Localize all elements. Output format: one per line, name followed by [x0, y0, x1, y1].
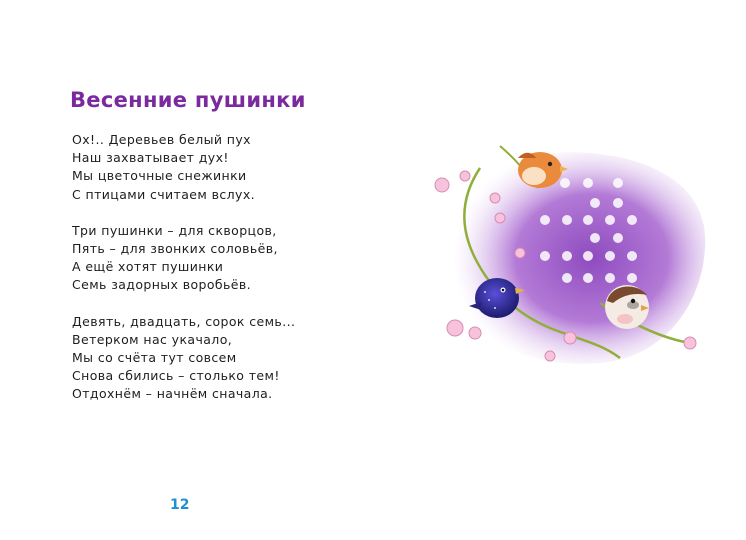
sparrow-bird [605, 285, 649, 329]
poem-line: Три пушинки – для скворцов, [72, 222, 277, 238]
stanza-1 [72, 131, 295, 204]
poem-title: Весенние пушинки [70, 88, 306, 112]
page-number: 12 [170, 497, 190, 513]
poem-line: Девять, двадцать, сорок семь... [72, 313, 296, 329]
poem-line: А ещё хотят пушинки [72, 259, 224, 275]
birds-watercolor-illustration [420, 128, 720, 378]
poem-line: Наш захватывает дух! [72, 150, 229, 166]
watercolor-splash [453, 152, 705, 363]
poem-line: Ветерком нас укачало, [72, 331, 233, 347]
stanza-2 [72, 222, 295, 295]
poem-line: Пять – для звонких соловьёв, [72, 241, 278, 257]
poem-body [72, 131, 295, 422]
poem-line: Отдохнём – начнём сначала. [72, 386, 273, 402]
stanza-3 [72, 313, 295, 404]
poem-line: Ох!.. Деревьев белый пух [72, 132, 251, 147]
poem-line: Семь задорных воробьёв. [72, 277, 252, 293]
poem-line: С птицами считаем вслух. [72, 186, 255, 202]
poem-line: Снова сбились – столько тем! [72, 368, 280, 384]
poem-line: Мы со счёта тут совсем [72, 350, 237, 366]
poem-line: Мы цветочные снежинки [72, 168, 247, 184]
